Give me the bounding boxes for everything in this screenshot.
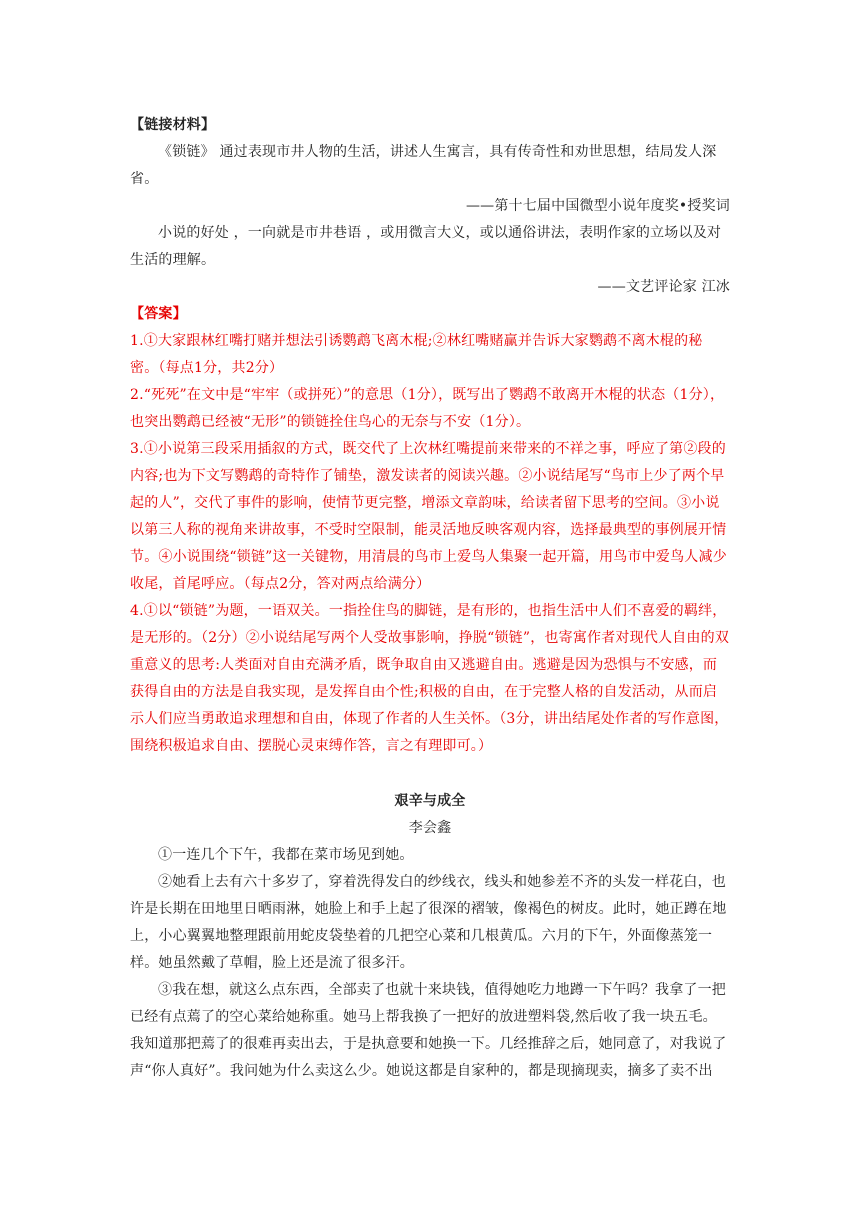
answer-item-1: 1.①大家跟林红嘴打赌并想法引诱鹦鹉飞离木棍;②林红嘴赌赢并告诉大家鹦鹉不离木棍的秘密。（每点1分，共2分） xyxy=(130,333,703,376)
answer-item-3: 3.①小说第三段采用插叙的方式，既交代了上次林红嘴提前来带来的不祥之事，呼应了第②段的内容;也为下文写鹦鹉的奇特作了铺垫，激发读者的阅读兴趣。②小说结尾写“鸟市上少了两个早起的人”，交代了事件的影响，使情节更完整，增添文章韵味，给读者留下思考的空间。③小说以第三人称的视角来讲故事，不受时空限制，能灵活地反映客观内容，选择最典型的事例展开情节。④小说围绕“锁链”这一关键物，用清晨的鸟市上爱鸟人集聚一起开篇，用鸟市中爱鸟人减少收尾，首尾呼应。（每点2分，答对两点给满分） xyxy=(130,441,727,592)
link-material-attribution-1: ——第十七届中国微型小说年度奖•授奖词 xyxy=(465,198,730,214)
answers-label: 【答案】 xyxy=(130,306,187,322)
article-paragraph-2: ②她看上去有六十多岁了，穿着洗得发白的纱线衣，线头和她参差不齐的头发一样花白，也许是长期在田地里日晒雨淋，她脸上和手上起了很深的褶皱，像褐色的树皮。此时，她正蹲在地上，小心翼翼地整理跟前用蛇皮袋垫着的几把空心菜和几根黄瓜。六月的下午，外面像蒸笼一样。她虽然戴了草帽，脸上还是流了很多汗。 xyxy=(130,874,727,971)
link-material-attribution-2: ——文艺评论家 江冰 xyxy=(597,279,730,295)
article-title: 艰辛与成全 xyxy=(394,793,466,809)
link-material-quote-1: 《锁链》 通过表现市井人物的生活，讲述人生寓言，具有传奇性和劝世思想，结局发人深省。 xyxy=(130,144,717,187)
article-author: 李会鑫 xyxy=(408,820,452,836)
document-content xyxy=(130,112,730,1085)
link-material-label: 【链接材料】 xyxy=(130,117,216,133)
answer-item-2: 2.“死死”在文中是“牢牢（或拼死）”的意思（1分），既写出了鹦鹉不敢离开木棍的状态（1分），也突出鹦鹉已经被“无形”的锁链拴住鸟心的无奈与不安（1分）。 xyxy=(130,387,725,430)
link-material-quote-2: 小说的好处 ，一向就是市井巷语 ，或用微言大义，或以通俗讲法，表明作家的立场以及对生活的理解。 xyxy=(130,225,722,268)
article-paragraph-1: ①一连几个下午，我都在菜市场见到她。 xyxy=(158,847,414,863)
answer-item-4: 4.①以“锁链”为题，一语双关。一指拴住鸟的脚链，是有形的，也指生活中人们不喜爱的羁绊，是无形的。（2分）②小说结尾写两个人受故事影响，挣脱“锁链”，也寄寓作者对现代人自由的双重意义的思考:人类面对自由充满矛盾，既争取自由又逃避自由。逃避是因为恐惧与不安感，而获得自由的方法是自我实现，是发挥自由个性;积极的自由，在于完整人格的自发活动，从而启示人们应当勇敢追求理想和自由，体现了作者的人生关怀。（3分，讲出结尾处作者的写作意图，围绕积极追求自由、摆脱心灵束缚作答，言之有理即可。） xyxy=(130,603,730,754)
article-paragraph-3: ③我在想，就这么点东西，全部卖了也就十来块钱，值得她吃力地蹲一下午吗？我拿了一把已经有点蔫了的空心菜给她称重。她马上帮我换了一把好的放进塑料袋,然后收了我一块五毛。我知道那把蔫了的很难再卖出去，于是执意要和她换一下。几经推辞之后，她同意了，对我说了声“你人真好”。我问她为什么卖这么少。她说这都是自家种的，都是现摘现卖，摘多了卖不出 xyxy=(130,982,727,1079)
